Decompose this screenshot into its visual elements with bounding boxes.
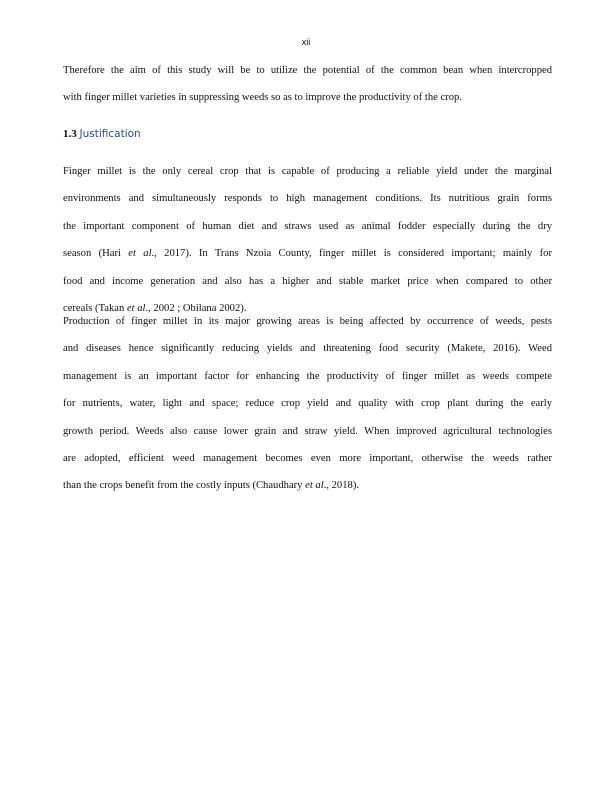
- text-run: for nutrients, water, light and space; reduce crop yield and quality with crop plant during the early: [63, 398, 552, 410]
- italic-text: et al: [126, 303, 146, 314]
- text-run: Finger millet is the only cereal crop that is capable of producing a reliable yield under the marginal: [63, 166, 552, 177]
- italic-text: et al: [305, 480, 324, 492]
- text-line: [63, 91, 552, 104]
- text-run: are adopted, efficient weed management becomes even more important, otherwise the weeds rather: [63, 453, 552, 464]
- text-run: with finger millet varieties in suppressing weeds so as to improve the productivity of the crop.: [63, 92, 462, 104]
- text-run: cereals (Takan: [63, 303, 127, 314]
- text-line: [63, 397, 552, 410]
- text-run: and diseases hence significantly reducing yields and threatening food security (Makete, 2016). Weed: [63, 343, 552, 355]
- text-line: [63, 315, 552, 328]
- page-number: xii: [301, 37, 311, 47]
- text-line: [63, 452, 552, 465]
- text-run: than the crops benefit from the costly inputs (Chaudhary: [63, 480, 306, 492]
- text-line: [63, 370, 552, 383]
- text-line: [63, 275, 552, 288]
- text-run: Production of finger millet in its major growing areas is being affected by occurrence of weeds, pests: [63, 316, 552, 327]
- text-line: [63, 425, 552, 438]
- text-line: [63, 302, 552, 315]
- text-run: growth period. Weeds also cause lower grain and straw yield. When improved agricultural technologies: [63, 425, 552, 437]
- text-run: environments and simultaneously responds to high management conditions. Its nutritious grain forms: [63, 193, 552, 205]
- text-line: [63, 479, 552, 492]
- text-run: season (Hari: [63, 248, 129, 260]
- text-run: ., 2018).: [323, 480, 359, 492]
- text-run: management is an important factor for enhancing the productivity of finger millet as weeds compete: [63, 370, 552, 382]
- text-run: Therefore the aim of this study will be to utilize the potential of the common bean when intercropped: [63, 65, 552, 76]
- text-run: ., 2002 ; Obilana 2002).: [145, 303, 247, 314]
- text-line: [63, 192, 552, 205]
- section-title: Justification: [79, 128, 141, 140]
- text-run: the important component of human diet and straws used as animal fodder especially during the dry: [63, 220, 552, 232]
- text-line: [63, 247, 552, 260]
- section-heading: [63, 128, 141, 140]
- text-line: [63, 165, 552, 178]
- text-line: [63, 64, 552, 77]
- text-run: food and income generation and also has a higher and stable market price when compared to other: [63, 275, 552, 287]
- text-line: [63, 342, 552, 355]
- text-run: ., 2017). In Trans Nzoia County, finger millet is considered important; mainly for: [151, 248, 552, 260]
- text-line: [63, 220, 552, 233]
- section-number: 1.3: [63, 128, 77, 140]
- italic-text: et al: [128, 248, 152, 260]
